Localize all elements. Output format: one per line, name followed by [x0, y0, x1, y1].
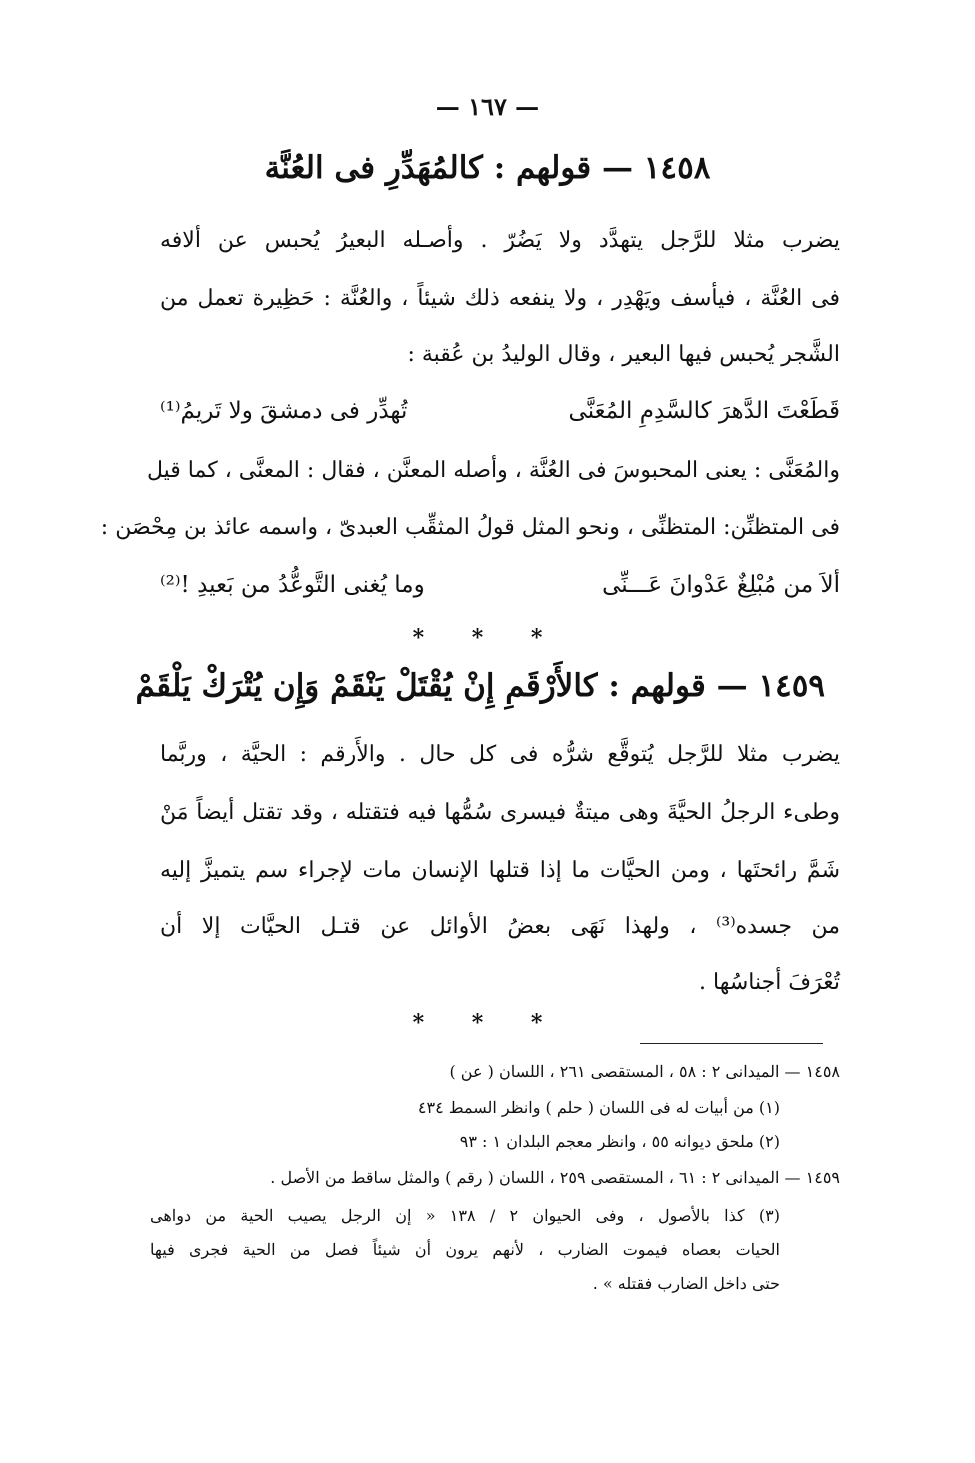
verse-1	[160, 398, 840, 424]
entry-1458-line-2: فى العُنَّة ، فيأسف ويَهْدِر ، ولا ينفعه ذلك شيئاً ، والعُنَّة : حَظِيرة تعمل من	[160, 286, 840, 311]
entry-1459-line-2: وطىء الرجلُ الحيَّةَ وهى ميتةٌ فيسرى سُمُّها فيه فتقتله ، وقد تقتل أيضاً مَنْ	[160, 800, 840, 825]
footnote-1: (١) من أبيات له فى اللسان ( حلم ) وانظر السمط ٤٣٤	[417, 1098, 780, 1117]
entry-1458-line-1: يضرب مثلا للرَّجل يتهدَّد ولا يَضُرّ . وأصـله البعيرُ يُحبس عن ألافه	[160, 228, 840, 253]
entry-1459-line-1: يضرب مثلا للرَّجل يُتوقَّع شرُّه فى كل حال . والأَرقم : الحيَّة ، وربَّما	[160, 742, 840, 767]
footnote-3-line-3: حتى داخل الضارب فقتله » .	[592, 1274, 780, 1293]
section-separator-2: * * *	[412, 1010, 563, 1036]
entry-1458-line-5: فى المتظنِّن: المتظنِّى ، ونحو المثل قولُ المثقِّب العبدىّ ، واسمه عائذ بن مِحْصَن :	[100, 515, 840, 540]
entry-1458-line-3: الشَّجر يُحبس فيها البعير ، وقال الوليدُ بن عُقبة :	[407, 342, 840, 367]
footnote-2: (٢) ملحق ديوانه ٥٥ ، وانظر معجم البلدان ١ : ٩٣	[459, 1132, 780, 1151]
entry-1458-heading: ١٤٥٨ — قولهم : كالمُهَدِّرِ فى العُنَّة	[264, 150, 711, 186]
verse-2	[160, 572, 840, 598]
verse-2-first-hemistich: ألاَ من مُبْلِغٌ عَدْوانَ عَـــنِّى	[602, 572, 840, 598]
entry-1459-line-5: تُعْرَفَ أجناسُها .	[699, 970, 840, 995]
verse-1-first-hemistich: قَطَعْتَ الدَّهرَ كالسَّدِمِ المُعَنَّى	[568, 398, 840, 424]
footnote-3-line-1: (٣) كذا بالأصول ، وفى الحيوان ٢ / ١٣٨ « إن الرجل يصيب الحية من دواهى	[150, 1206, 781, 1225]
footnote-3-line-2: الحيات بعصاه فيموت الضارب ، لأنهم يرون أن شيئاً فصل من الحية فجرى فيها	[150, 1240, 781, 1259]
section-separator-1: * * *	[412, 625, 563, 651]
footnote-1458: ١٤٥٨ — الميدانى ٢ : ٥٨ ، المستقصى ٢٦١ ، اللسان ( عن )	[449, 1062, 840, 1081]
entry-1459-line-4: من جسده⁽³⁾ ، ولهذا نَهَى بعضُ الأوائل عن قتـل الحيَّات إلا أن	[160, 914, 841, 939]
entry-1458-line-4: والمُعَنَّى : يعنى المحبوسَ فى العُنَّة ، وأصله المعنَّن ، فقال : المعنَّى ، كما قيل	[147, 458, 840, 483]
footnote-rule	[640, 1043, 823, 1044]
verse-2-second-hemistich: وما يُغنى التَّوعُّدُ من بَعيدِ !⁽²⁾	[160, 572, 425, 598]
entry-1459-heading: ١٤٥٩ — قولهم : كالأَرْقَمِ إِنْ يُقْتَلْ يَنْقَمْ وَإِن يُتْرَكْ يَلْقَمْ	[135, 668, 825, 704]
verse-1-second-hemistich: تُهدِّر فى دمشقَ ولا تَريمُ⁽¹⁾	[160, 398, 408, 424]
footnote-1459: ١٤٥٩ — الميدانى ٢ : ٦١ ، المستقصى ٢٥٩ ، اللسان ( رقم ) والمثل ساقط من الأصل .	[270, 1168, 840, 1187]
entry-1459-line-3: شَمَّ رائحتَها ، ومن الحيَّات ما إذا قتلها الإنسان مات لإجراء سم يتميزَّ إليه	[160, 858, 840, 883]
page-number: — ١٦٧ —	[435, 92, 540, 121]
